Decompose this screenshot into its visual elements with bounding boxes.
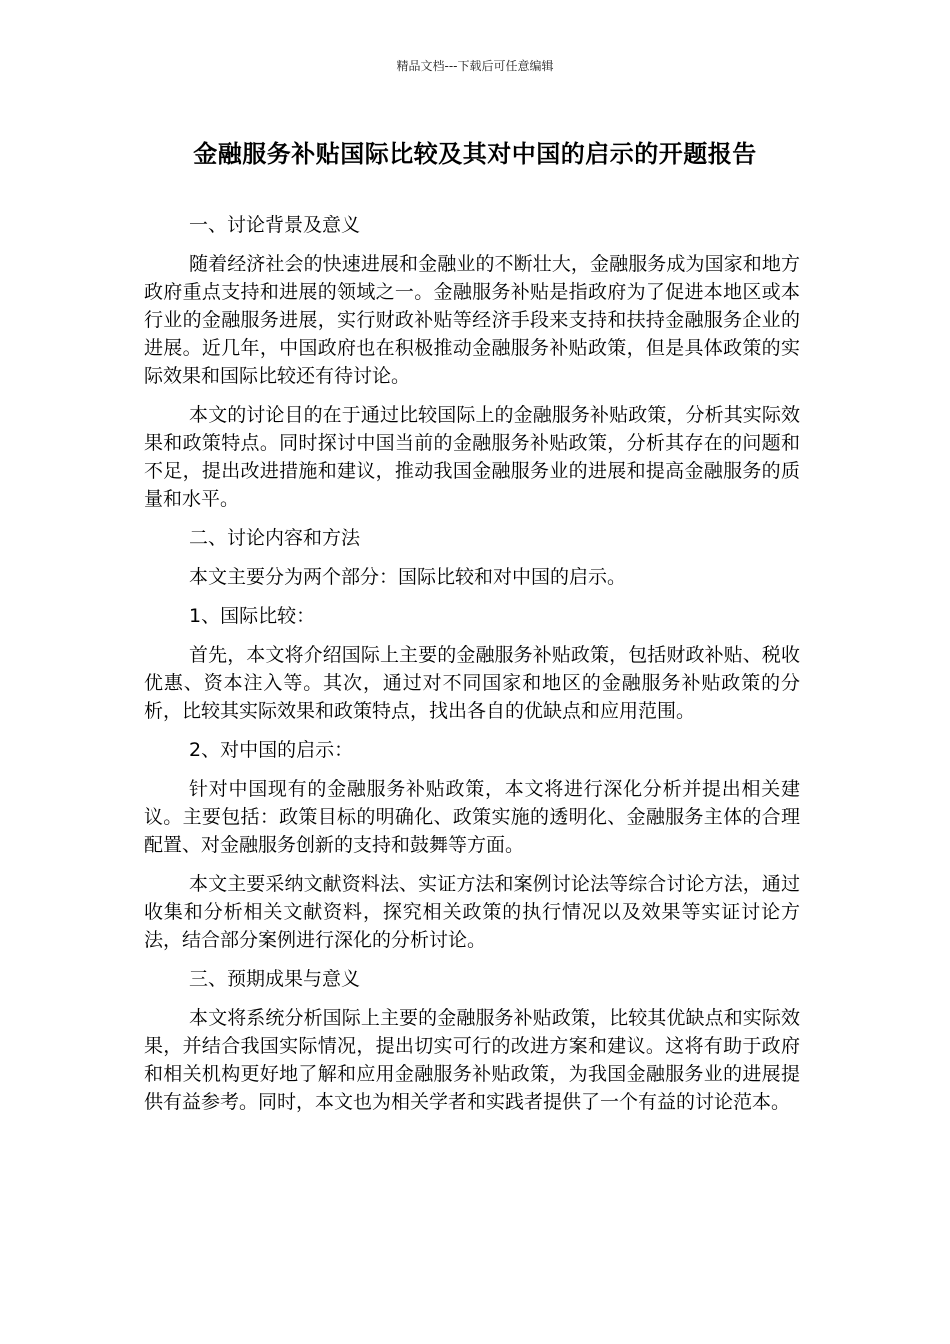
paragraph-purpose: 本文的讨论目的在于通过比较国际上的金融服务补贴政策，分析其实际效果和政策特点。同时探讨中国当前的金融服务补贴政策，分析其存在的问题和不足，提出改进措施和建议，推动我国金融服务业的进展和提高金融服务的质量和水平。 bbox=[144, 404, 800, 510]
subheading-international-comparison: 1、国际比较： bbox=[189, 605, 316, 627]
paragraph-international-comparison: 首先，本文将介绍国际上主要的金融服务补贴政策，包括财政补贴、税收优惠、资本注入等。其次，通过对不同国家和地区的金融服务补贴政策的分析，比较其实际效果和政策特点，找出各自的优缺点和应用范围。 bbox=[144, 644, 800, 722]
header-note: 精品文档---下载后可任意编辑 bbox=[396, 59, 554, 73]
paragraph-overview: 本文主要分为两个部分：国际比较和对中国的启示。 bbox=[189, 566, 627, 588]
subheading-implications-china: 2、对中国的启示： bbox=[189, 739, 354, 761]
paragraph-expected-results: 本文将系统分析国际上主要的金融服务补贴政策，比较其优缺点和实际效果，并结合我国实际情况，提出切实可行的改进方案和建议。这将有助于政府和相关机构更好地了解和应用金融服务补贴政策，为我国金融服务业的进展提供有益参考。同时，本文也为相关学者和实践者提供了一个有益的讨论范本。 bbox=[144, 1007, 800, 1113]
section-heading-content-methods: 二、讨论内容和方法 bbox=[189, 527, 361, 549]
section-heading-expected-results: 三、预期成果与意义 bbox=[189, 968, 361, 990]
paragraph-background: 随着经济社会的快速进展和金融业的不断壮大，金融服务成为国家和地方政府重点支持和进展的领域之一。金融服务补贴是指政府为了促进本地区或本行业的金融服务进展，实行财政补贴等经济手段来支持和扶持金融服务企业的进展。近几年，中国政府也在积极推动金融服务补贴政策，但是具体政策的实际效果和国际比较还有待讨论。 bbox=[144, 253, 800, 387]
document-body bbox=[144, 211, 800, 1127]
document-title: 金融服务补贴国际比较及其对中国的启示的开题报告 bbox=[193, 140, 757, 168]
paragraph-implications-china: 针对中国现有的金融服务补贴政策，本文将进行深化分析并提出相关建议。主要包括：政策目标的明确化、政策实施的透明化、金融服务主体的合理配置、对金融服务创新的支持和鼓舞等方面。 bbox=[144, 778, 800, 856]
paragraph-methods: 本文主要采纳文献资料法、实证方法和案例讨论法等综合讨论方法，通过收集和分析相关文献资料，探究相关政策的执行情况以及效果等实证讨论方法，结合部分案例进行深化的分析讨论。 bbox=[144, 873, 800, 951]
section-heading-background: 一、讨论背景及意义 bbox=[189, 214, 361, 236]
